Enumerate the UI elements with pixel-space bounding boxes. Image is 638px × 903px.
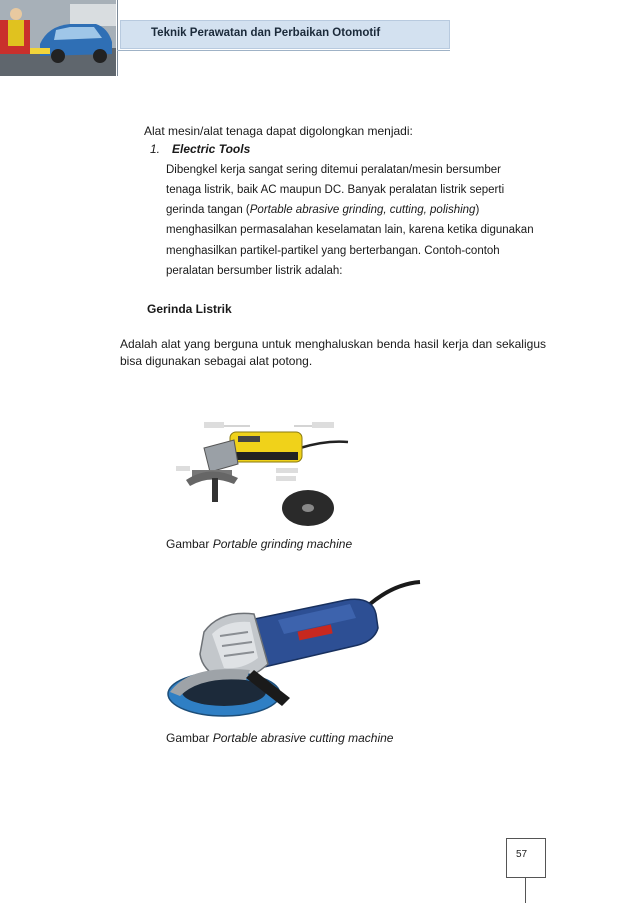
paragraph-line-5: menghasilkan partikel-partikel yang berterbangan. Contoh-contoh [166,245,500,257]
figure-2-caption-prefix: Gambar [166,731,210,745]
paragraph-line-1: Dibengkel kerja sangat sering ditemui peralatan/mesin bersumber [166,164,501,176]
figure-cutting-machine [150,574,422,724]
figure-1-caption-title: Portable grinding machine [212,537,353,551]
figure-1-caption-prefix: Gambar [166,537,210,551]
paragraph-line-3 [166,203,479,217]
figure-grinding-machine [176,418,356,536]
paragraph-line-3-italic: Portable abrasive grinding, cutting, polishing [249,204,476,216]
figure-2-caption-title: Portable abrasive cutting machine [212,731,394,745]
grinding-machine-image [176,418,356,536]
paragraph-line-4: menghasilkan permasalahan keselamatan lain, karena ketika digunakan [166,224,534,236]
header-workshop-photo [0,0,116,76]
page-number: 57 [516,849,528,860]
header-divider-horizontal [117,50,450,51]
list-title: Electric Tools [172,142,251,156]
cutting-machine-image [150,574,422,724]
figure-1-caption [166,537,352,551]
car-workshop-image [0,0,116,76]
paragraph-line-3-end: ) [475,204,480,216]
intro-text: Alat mesin/alat tenaga dapat digolongkan menjadi: [144,124,413,138]
paragraph-line-6: peralatan bersumber listrik adalah: [166,265,343,277]
sub-heading: Gerinda Listrik [147,302,232,316]
figure-2-caption [166,731,393,745]
header-divider-vertical [117,0,118,76]
paragraph-line-3-start: gerinda tangan ( [166,204,250,216]
page-number-line [525,878,526,903]
header-title: Teknik Perawatan dan Perbaikan Otomotif [151,27,381,39]
description-paragraph: Adalah alat yang berguna untuk menghaluskan benda hasil kerja dan sekaligus bisa digunakan sebagai alat potong. [120,337,546,368]
paragraph-line-2: tenaga listrik, baik AC maupun DC. Banyak peralatan listrik seperti [166,184,505,196]
list-number: 1. [150,142,161,156]
